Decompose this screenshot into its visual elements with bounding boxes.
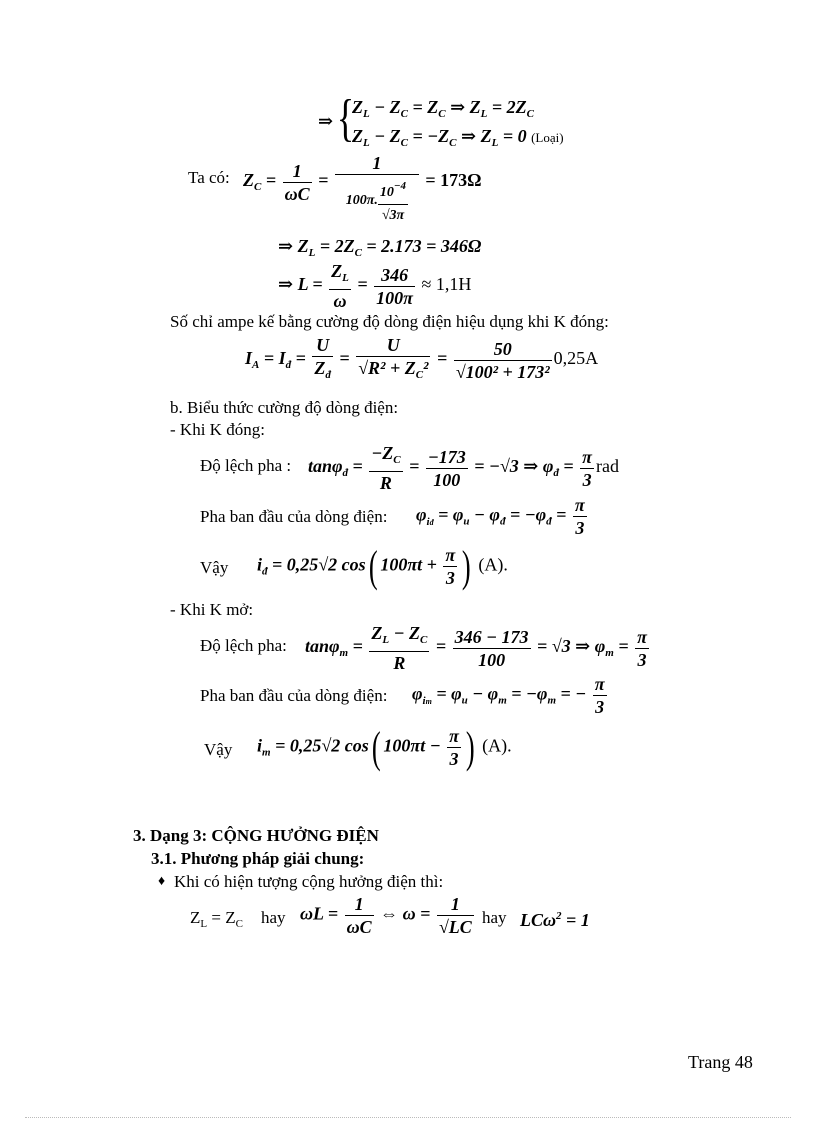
hay-2: hay xyxy=(482,908,507,927)
k-dong-heading: - Khi K đóng: xyxy=(170,420,265,439)
l-formula: ⇒ L = $\frac{Z_L}{\omega}$ = $\frac{346}{100\pi}$ ≈ 1,1H xyxy=(278,261,472,311)
pha-ban-dau-m-label: Pha ban đầu của dòng điện: xyxy=(200,686,388,705)
footer-divider xyxy=(25,1117,791,1118)
case-line-2: $Z_L - Z_C = -Z_C$ ⇒ $Z_L = 0$ (Loại) xyxy=(352,126,564,149)
ia-formula: $I_A = I_đ$ = $\frac{U}{Z_đ}$ = $\frac{U}{√R^2 + Z_C^2}$ = $\frac{50}{\text{√100² + 173²}}$ 0,25A xyxy=(245,335,599,382)
do-lech-pha-m-label: Độ lệch pha: xyxy=(200,636,287,655)
resonance-formula: ωL = $\frac{1}{\omega C}$ ⇔ ω = $\frac{1}{√LC}$ xyxy=(300,894,472,937)
ta-co-label: Ta có: xyxy=(188,168,230,187)
hay-1: hay xyxy=(261,908,286,927)
implies-symbol: ⇒ xyxy=(318,111,334,131)
phi-i-d-formula: $\varphi_{iđ} = \varphi_u - \varphi_đ = -\varphi_đ$ = $\frac{\pi}{3}$ xyxy=(416,495,585,538)
khi-co-text: Khi có hiện tượng cộng hưởng điện thì: xyxy=(174,872,444,891)
zl-line: ⇒ $Z_L = 2Z_C = 2.173 = 346\Omega$ xyxy=(278,236,482,259)
do-lech-pha-d-label: Độ lệch pha : xyxy=(200,456,292,475)
tan-phi-d-formula: tanφ$_đ$ = $\frac{-Z_C}{R}$ = $\frac{-173}{100}$ = −√3 ⇒ $\varphi_đ$ = $\frac{\pi}{3}$ rad xyxy=(308,443,619,493)
section-b-heading: b. Biểu thức cường độ dòng điện: xyxy=(170,398,399,417)
case-brace: { xyxy=(336,90,355,147)
phuong-phap-heading: 3.1. Phương pháp giải chung: xyxy=(151,849,365,868)
pha-ban-dau-d-label: Pha ban đầu của dòng điện: xyxy=(200,507,388,526)
dang3-heading: 3. Dạng 3: CỘNG HƯỞNG ĐIỆN xyxy=(133,826,379,845)
k-mo-heading: - Khi K mở: xyxy=(170,600,254,619)
page-number: Trang 48 xyxy=(688,1052,753,1072)
i-d-expression: $i_đ = 0,25√2$ cos( 100πt + $\frac{\pi}{3}$ ) (A). xyxy=(257,541,508,591)
vay-d-label: Vậy xyxy=(200,558,229,577)
phi-i-m-formula: $\varphi_{im} = \varphi_u - \varphi_m = -\varphi_m$ = − $\frac{\pi}{3}$ xyxy=(412,674,605,717)
zc-formula: $Z_C$ = $\frac{1}{\omega C}$ = 1 100π. $\frac{10^{-4}}{√3\pi}$ = 173Ω xyxy=(243,153,482,223)
zl-eq-zc: $Z_L = Z_C$ xyxy=(190,908,243,930)
ampe-text: Số chỉ ampe kế bằng cường độ dòng điện hiệu dụng khi K đóng: xyxy=(170,312,609,331)
lcw-formula: LCω$^2$ = 1 xyxy=(520,910,590,930)
i-m-expression: $i_m = 0,25√2$ cos( 100πt − $\frac{\pi}{3}$ ) (A). xyxy=(257,722,512,772)
tan-phi-m-formula: tanφ$_m$ = $\frac{Z_L - Z_C}{R}$ = $\frac{346 - 173}{100}$ = √3 ⇒ $\varphi_m$ = $\frac{\pi}{3}$ xyxy=(305,623,647,673)
case-line-1: $Z_L - Z_C = Z_C$ ⇒ $Z_L = 2Z_C$ xyxy=(352,97,535,120)
bullet-diamond-icon: ♦ xyxy=(158,874,166,889)
loai-label: (Loại) xyxy=(531,130,564,145)
vay-m-label: Vậy xyxy=(204,740,233,759)
